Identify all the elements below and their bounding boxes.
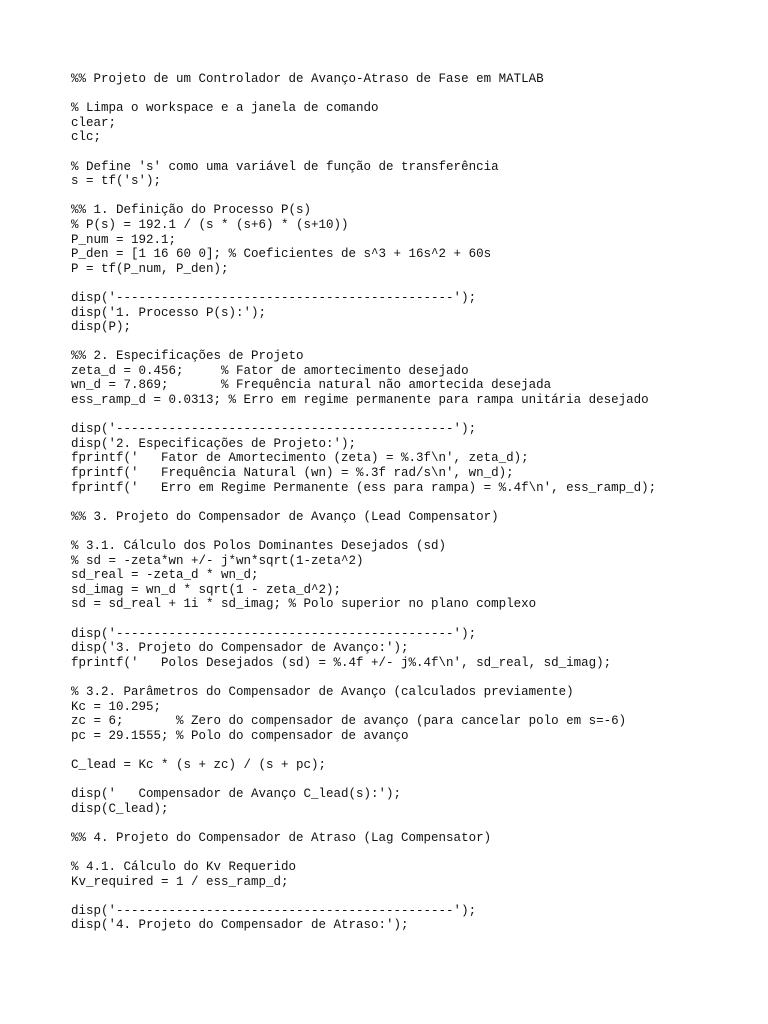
code-line <box>71 816 656 831</box>
code-line: disp(' Compensador de Avanço C_lead(s):'); <box>71 787 402 802</box>
code-line: % sd = -zeta*wn +/- j*wn*sqrt(1-zeta^2) <box>71 553 364 568</box>
code-line <box>71 743 656 758</box>
code-line: disp('---------------------------------------------'); <box>71 903 477 918</box>
code-line: C_lead = Kc * (s + zc) / (s + pc); <box>71 757 327 772</box>
code-line: %% 2. Especificações de Projeto <box>71 349 304 364</box>
code-line: sd_imag = wn_d * sqrt(1 - zeta_d^2); <box>71 582 342 597</box>
code-line: fprintf(' Fator de Amortecimento (zeta) = %.3f\n', zeta_d); <box>71 451 529 466</box>
code-line: P = tf(P_num, P_den); <box>71 261 229 276</box>
code-line: disp('3. Projeto do Compensador de Avanço:'); <box>71 641 409 656</box>
code-line <box>71 889 656 904</box>
code-line: % 3.1. Cálculo dos Polos Dominantes Desejados (sd) <box>71 539 447 553</box>
code-line: disp('---------------------------------------------'); <box>71 422 477 437</box>
code-line: Kv_required = 1 / ess_ramp_d; <box>71 874 289 889</box>
code-line <box>71 845 656 860</box>
code-line: % 4.1. Cálculo do Kv Requerido <box>71 860 297 875</box>
code-line: disp('---------------------------------------------'); <box>71 290 477 305</box>
code-line: %% 4. Projeto do Compensador de Atraso (Lag Compensator) <box>71 830 492 845</box>
code-line: Kc = 10.295; <box>71 699 162 714</box>
code-line: %% 1. Definição do Processo P(s) <box>71 203 312 218</box>
code-line: %% Projeto de um Controlador de Avanço-Atraso de Fase em MATLAB <box>71 72 544 86</box>
code-line: sd_real = -zeta_d * wn_d; <box>71 568 259 583</box>
code-line: % Define 's' como uma variável de função de transferência <box>71 159 499 174</box>
code-line: s = tf('s'); <box>71 174 162 189</box>
code-line: wn_d = 7.869; % Frequência natural não amortecida desejada <box>71 378 552 393</box>
code-line: sd = sd_real + 1i * sd_imag; % Polo superior no plano complexo <box>71 597 537 612</box>
code-line <box>71 276 656 291</box>
code-line <box>71 495 656 510</box>
code-line: %% 3. Projeto do Compensador de Avanço (Lead Compensator) <box>71 509 499 524</box>
code-line <box>71 773 656 788</box>
code-line: clear; <box>71 115 117 130</box>
code-line <box>71 335 656 350</box>
code-line: clc; <box>71 130 102 145</box>
code-line <box>71 612 656 627</box>
code-line <box>71 189 656 204</box>
code-line: disp(P); <box>71 320 132 335</box>
code-line <box>71 524 656 539</box>
code-line <box>71 145 656 160</box>
code-line: disp('2. Especificações de Projeto:'); <box>71 436 357 451</box>
code-line <box>71 87 656 102</box>
code-line <box>71 408 656 423</box>
code-line: fprintf(' Erro em Regime Permanente (ess para rampa) = %.4f\n', ess_ramp_d); <box>71 480 657 495</box>
code-line: pc = 29.1555; % Polo do compensador de avanço <box>71 728 409 743</box>
code-line: P_num = 192.1; <box>71 232 177 247</box>
code-line <box>71 670 656 685</box>
code-line: disp('4. Projeto do Compensador de Atraso:'); <box>71 918 409 933</box>
code-line: % P(s) = 192.1 / (s * (s+6) * (s+10)) <box>71 217 349 232</box>
code-line: fprintf(' Frequência Natural (wn) = %.3f rad/s\n', wn_d); <box>71 466 514 481</box>
code-line: ess_ramp_d = 0.0313; % Erro em regime permanente para rampa unitária desejado <box>71 393 649 408</box>
code-line: % Limpa o workspace e a janela de comando <box>71 101 379 116</box>
code-line: P_den = [1 16 60 0]; % Coeficientes de s^3 + 16s^2 + 60s <box>71 247 492 262</box>
code-line: % 3.2. Parâmetros do Compensador de Avanço (calculados previamente) <box>71 684 574 699</box>
code-line: fprintf(' Polos Desejados (sd) = %.4f +/- j%.4f\n', sd_real, sd_imag); <box>71 655 612 670</box>
code-line: zeta_d = 0.456; % Fator de amortecimento desejado <box>71 363 469 378</box>
code-line: disp('1. Processo P(s):'); <box>71 305 267 320</box>
code-line: zc = 6; % Zero do compensador de avanço (para cancelar polo em s=-6) <box>71 714 627 729</box>
matlab-code-block <box>71 72 656 933</box>
code-line: disp(C_lead); <box>71 801 169 816</box>
code-line: disp('---------------------------------------------'); <box>71 626 477 641</box>
